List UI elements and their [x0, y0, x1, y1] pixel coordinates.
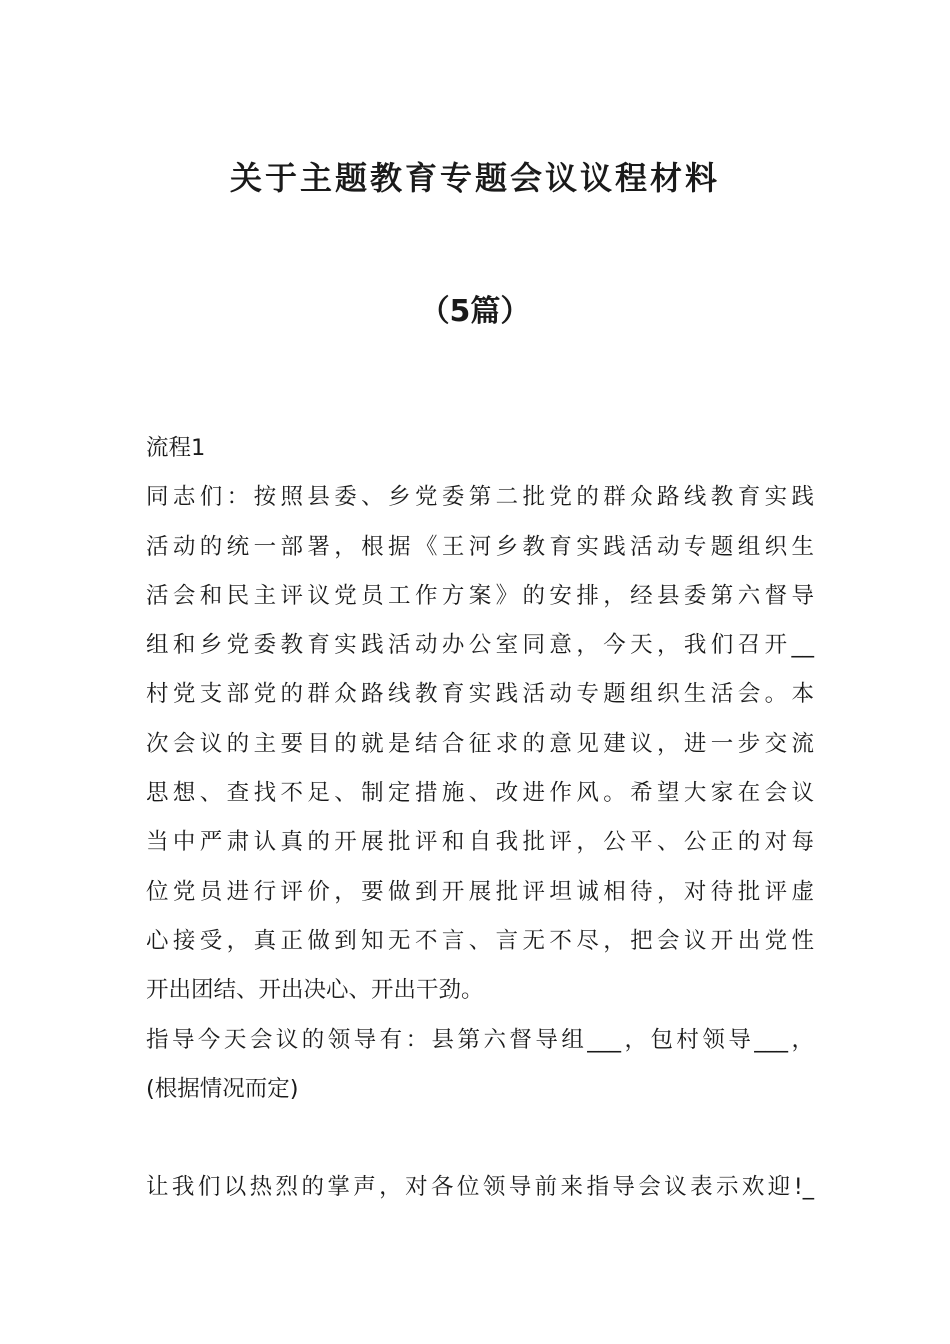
paragraph-line: 思想、查找不足、制定措施、改进作风。希望大家在会议: [146, 780, 814, 807]
leaders-note: (根据情况而定): [146, 1075, 299, 1102]
document-body: [146, 424, 814, 1213]
paragraph-line: 当中严肃认真的开展批评和自我批评，公平、公正的对每: [146, 829, 814, 856]
paragraph-line: 活动的统一部署，根据《王河乡教育实践活动专题组织生: [146, 533, 814, 560]
leaders-line: 指导今天会议的领导有：县第六督导组___，包村领导___，: [146, 1026, 814, 1053]
blank-line: [146, 1114, 814, 1163]
paragraph-line: 位党员进行评价，要做到开展批评坦诚相待，对待批评虚: [146, 878, 814, 905]
paragraph-line: 次会议的主要目的就是结合征求的意见建议，进一步交流: [146, 730, 814, 757]
paragraph-line: 同志们：按照县委、乡党委第二批党的群众路线教育实践: [146, 484, 814, 511]
document-subtitle: （5篇）: [419, 294, 531, 329]
welcome-line: 让我们以热烈的掌声，对各位领导前来指导会议表示欢迎!_: [146, 1174, 814, 1201]
paragraph-line: 村党支部党的群众路线教育实践活动专题组织生活会。本: [146, 681, 814, 708]
document-title: 关于主题教育专题会议议程材料: [229, 159, 720, 197]
paragraph-line: 活会和民主评议党员工作方案》的安排，经县委第六督导: [146, 582, 814, 609]
paragraph-line: 开出团结、开出决心、开出干劲。: [146, 977, 484, 1004]
paragraph-line: 组和乡党委教育实践活动办公室同意，今天，我们召开__: [146, 632, 814, 659]
section-heading: 流程1: [146, 435, 206, 461]
paragraph-line: 心接受，真正做到知无不言、言无不尽，把会议开出党性: [146, 927, 814, 954]
